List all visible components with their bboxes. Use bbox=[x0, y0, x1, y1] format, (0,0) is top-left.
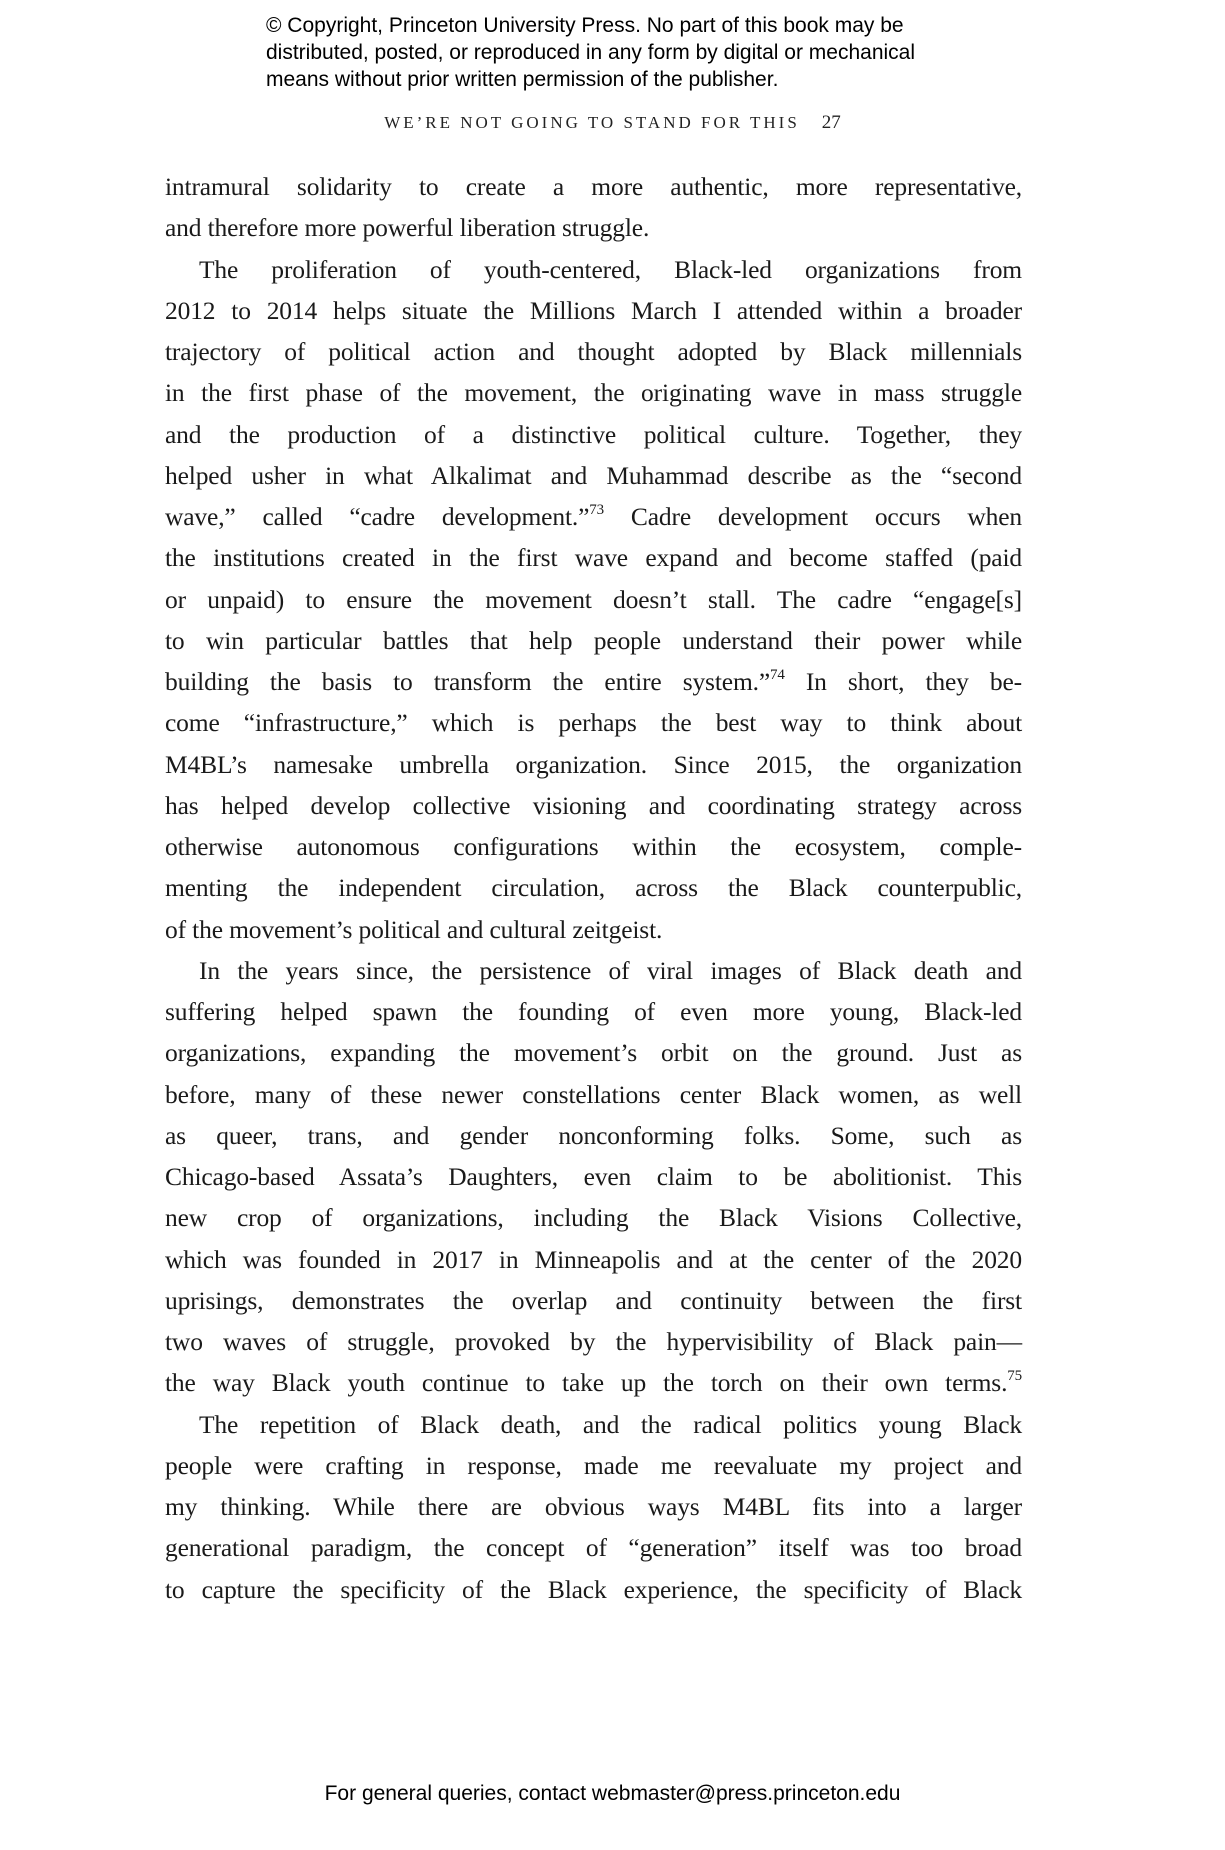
line-text: wave,” called “cadre development.” bbox=[165, 502, 590, 531]
page-number: 27 bbox=[821, 112, 841, 133]
text-line bbox=[165, 702, 1022, 743]
text-line bbox=[165, 785, 1022, 826]
line-text: which was founded in 2017 in Minneapolis and at the center of the 2020 bbox=[165, 1244, 1022, 1274]
text-line bbox=[165, 1362, 1022, 1403]
line-text: trajectory of political action and thought adopted by Black millennials bbox=[165, 337, 1022, 366]
line-text: intramural solidarity to create a more authentic, more representative, bbox=[165, 172, 1022, 201]
text-line bbox=[165, 1321, 1022, 1362]
text-line bbox=[165, 414, 1022, 455]
line-text: building the basis to transform the entire system.” bbox=[165, 667, 771, 696]
text-line bbox=[165, 1197, 1022, 1238]
line-text: generational paradigm, the concept of “generation” itself was too broad bbox=[165, 1533, 1022, 1563]
line-text: come “infrastructure,” which is perhaps the best way to think about bbox=[165, 708, 1022, 738]
text-line bbox=[165, 1156, 1022, 1197]
text-line bbox=[165, 620, 1022, 661]
line-text: uprisings, demonstrates the overlap and continuity between the first bbox=[165, 1285, 1022, 1315]
body-text bbox=[165, 166, 1022, 1610]
text-line bbox=[165, 1032, 1022, 1073]
line-text: of the movement’s political and cultural zeitgeist. bbox=[165, 914, 663, 944]
line-text: The repetition of Black death, and the radical politics young Black bbox=[199, 1409, 1022, 1439]
text-line bbox=[165, 661, 1022, 702]
line-text: Chicago-based Assata’s Daughters, even claim to be abolitionist. This bbox=[165, 1162, 1022, 1191]
text-line bbox=[165, 1404, 1022, 1445]
text-line bbox=[165, 909, 1022, 950]
text-line bbox=[165, 249, 1022, 290]
footer-contact: For general queries, contact webmaster@press.princeton.edu bbox=[324, 1782, 901, 1805]
text-line bbox=[165, 579, 1022, 620]
copyright-notice bbox=[266, 12, 915, 93]
line-text: The proliferation of youth-centered, Black-led organizations from bbox=[199, 254, 1022, 284]
text-line bbox=[165, 867, 1022, 908]
line-text: the way Black youth continue to take up the torch on their own terms. bbox=[165, 1368, 1008, 1398]
text-line bbox=[165, 290, 1022, 331]
text-line bbox=[165, 331, 1022, 372]
line-text: the institutions created in the first wave expand and become staffed (paid bbox=[165, 543, 1022, 573]
text-line bbox=[165, 1527, 1022, 1568]
line-text: has helped develop collective visioning and coordinating strategy across bbox=[165, 790, 1022, 820]
copyright-line: distributed, posted, or reproduced in any form by digital or mechanical bbox=[266, 41, 916, 64]
text-line bbox=[165, 1486, 1022, 1527]
line-text: In short, they be- bbox=[784, 667, 1022, 696]
footnote-marker[interactable]: 75 bbox=[1007, 1368, 1022, 1385]
text-line bbox=[165, 1239, 1022, 1280]
line-text: menting the independent circulation, across the Black counterpublic, bbox=[165, 873, 1022, 903]
line-text: helped usher in what Alkalimat and Muhammad describe as the “second bbox=[165, 460, 1022, 490]
line-text: as queer, trans, and gender nonconforming folks. Some, such as bbox=[165, 1120, 1022, 1150]
chapter-title: WE’RE NOT GOING TO STAND FOR THIS bbox=[384, 113, 800, 132]
text-line bbox=[165, 950, 1022, 991]
text-line bbox=[165, 1569, 1022, 1610]
line-text: and the production of a distinctive political culture. Together, they bbox=[165, 419, 1022, 449]
line-text: two waves of struggle, provoked by the hypervisibility of Black pain— bbox=[165, 1327, 1022, 1356]
text-line bbox=[165, 455, 1022, 496]
line-text: 2012 to 2014 helps situate the Millions March I attended within a broader bbox=[165, 295, 1022, 325]
text-line bbox=[165, 1280, 1022, 1321]
text-line bbox=[165, 207, 1022, 248]
line-text: In the years since, the persistence of viral images of Black death and bbox=[199, 955, 1022, 985]
text-line bbox=[165, 1115, 1022, 1156]
line-text: suffering helped spawn the founding of even more young, Black-led bbox=[165, 997, 1022, 1026]
text-line bbox=[165, 537, 1022, 578]
text-line bbox=[165, 496, 1022, 537]
line-text: in the first phase of the movement, the originating wave in mass struggle bbox=[165, 378, 1022, 408]
text-line bbox=[165, 826, 1022, 867]
line-text: and therefore more powerful liberation struggle. bbox=[165, 213, 650, 243]
running-head bbox=[0, 112, 1225, 134]
text-line bbox=[165, 991, 1022, 1032]
text-line bbox=[165, 1074, 1022, 1115]
line-text: Cadre development occurs when bbox=[603, 502, 1022, 531]
line-text: before, many of these newer constellations center Black women, as well bbox=[165, 1079, 1022, 1109]
line-text: otherwise autonomous configurations within the ecosystem, comple- bbox=[165, 832, 1022, 861]
text-line bbox=[165, 1445, 1022, 1486]
copyright-line: means without prior written permission of the publisher. bbox=[266, 68, 779, 91]
line-text: or unpaid) to ensure the movement doesn’t stall. The cadre “engage[s] bbox=[165, 584, 1022, 614]
line-text: new crop of organizations, including the Black Visions Collective, bbox=[165, 1203, 1022, 1233]
line-text: my thinking. While there are obvious ways M4BL fits into a larger bbox=[165, 1492, 1022, 1521]
line-text: organizations, expanding the movement’s orbit on the ground. Just as bbox=[165, 1038, 1022, 1068]
line-text: to capture the specificity of the Black experience, the specificity of Black bbox=[165, 1574, 1022, 1604]
line-text: people were crafting in response, made me reevaluate my project and bbox=[165, 1450, 1022, 1480]
footnote-marker[interactable]: 73 bbox=[589, 502, 604, 518]
copyright-line: © Copyright, Princeton University Press. No part of this book may be bbox=[266, 14, 904, 37]
line-text: to win particular battles that help people understand their power while bbox=[165, 625, 1022, 655]
text-line bbox=[165, 744, 1022, 785]
footnote-marker[interactable]: 74 bbox=[770, 667, 785, 683]
text-line bbox=[165, 372, 1022, 413]
line-text: M4BL’s namesake umbrella organization. Since 2015, the organization bbox=[165, 749, 1022, 779]
text-line bbox=[165, 166, 1022, 207]
